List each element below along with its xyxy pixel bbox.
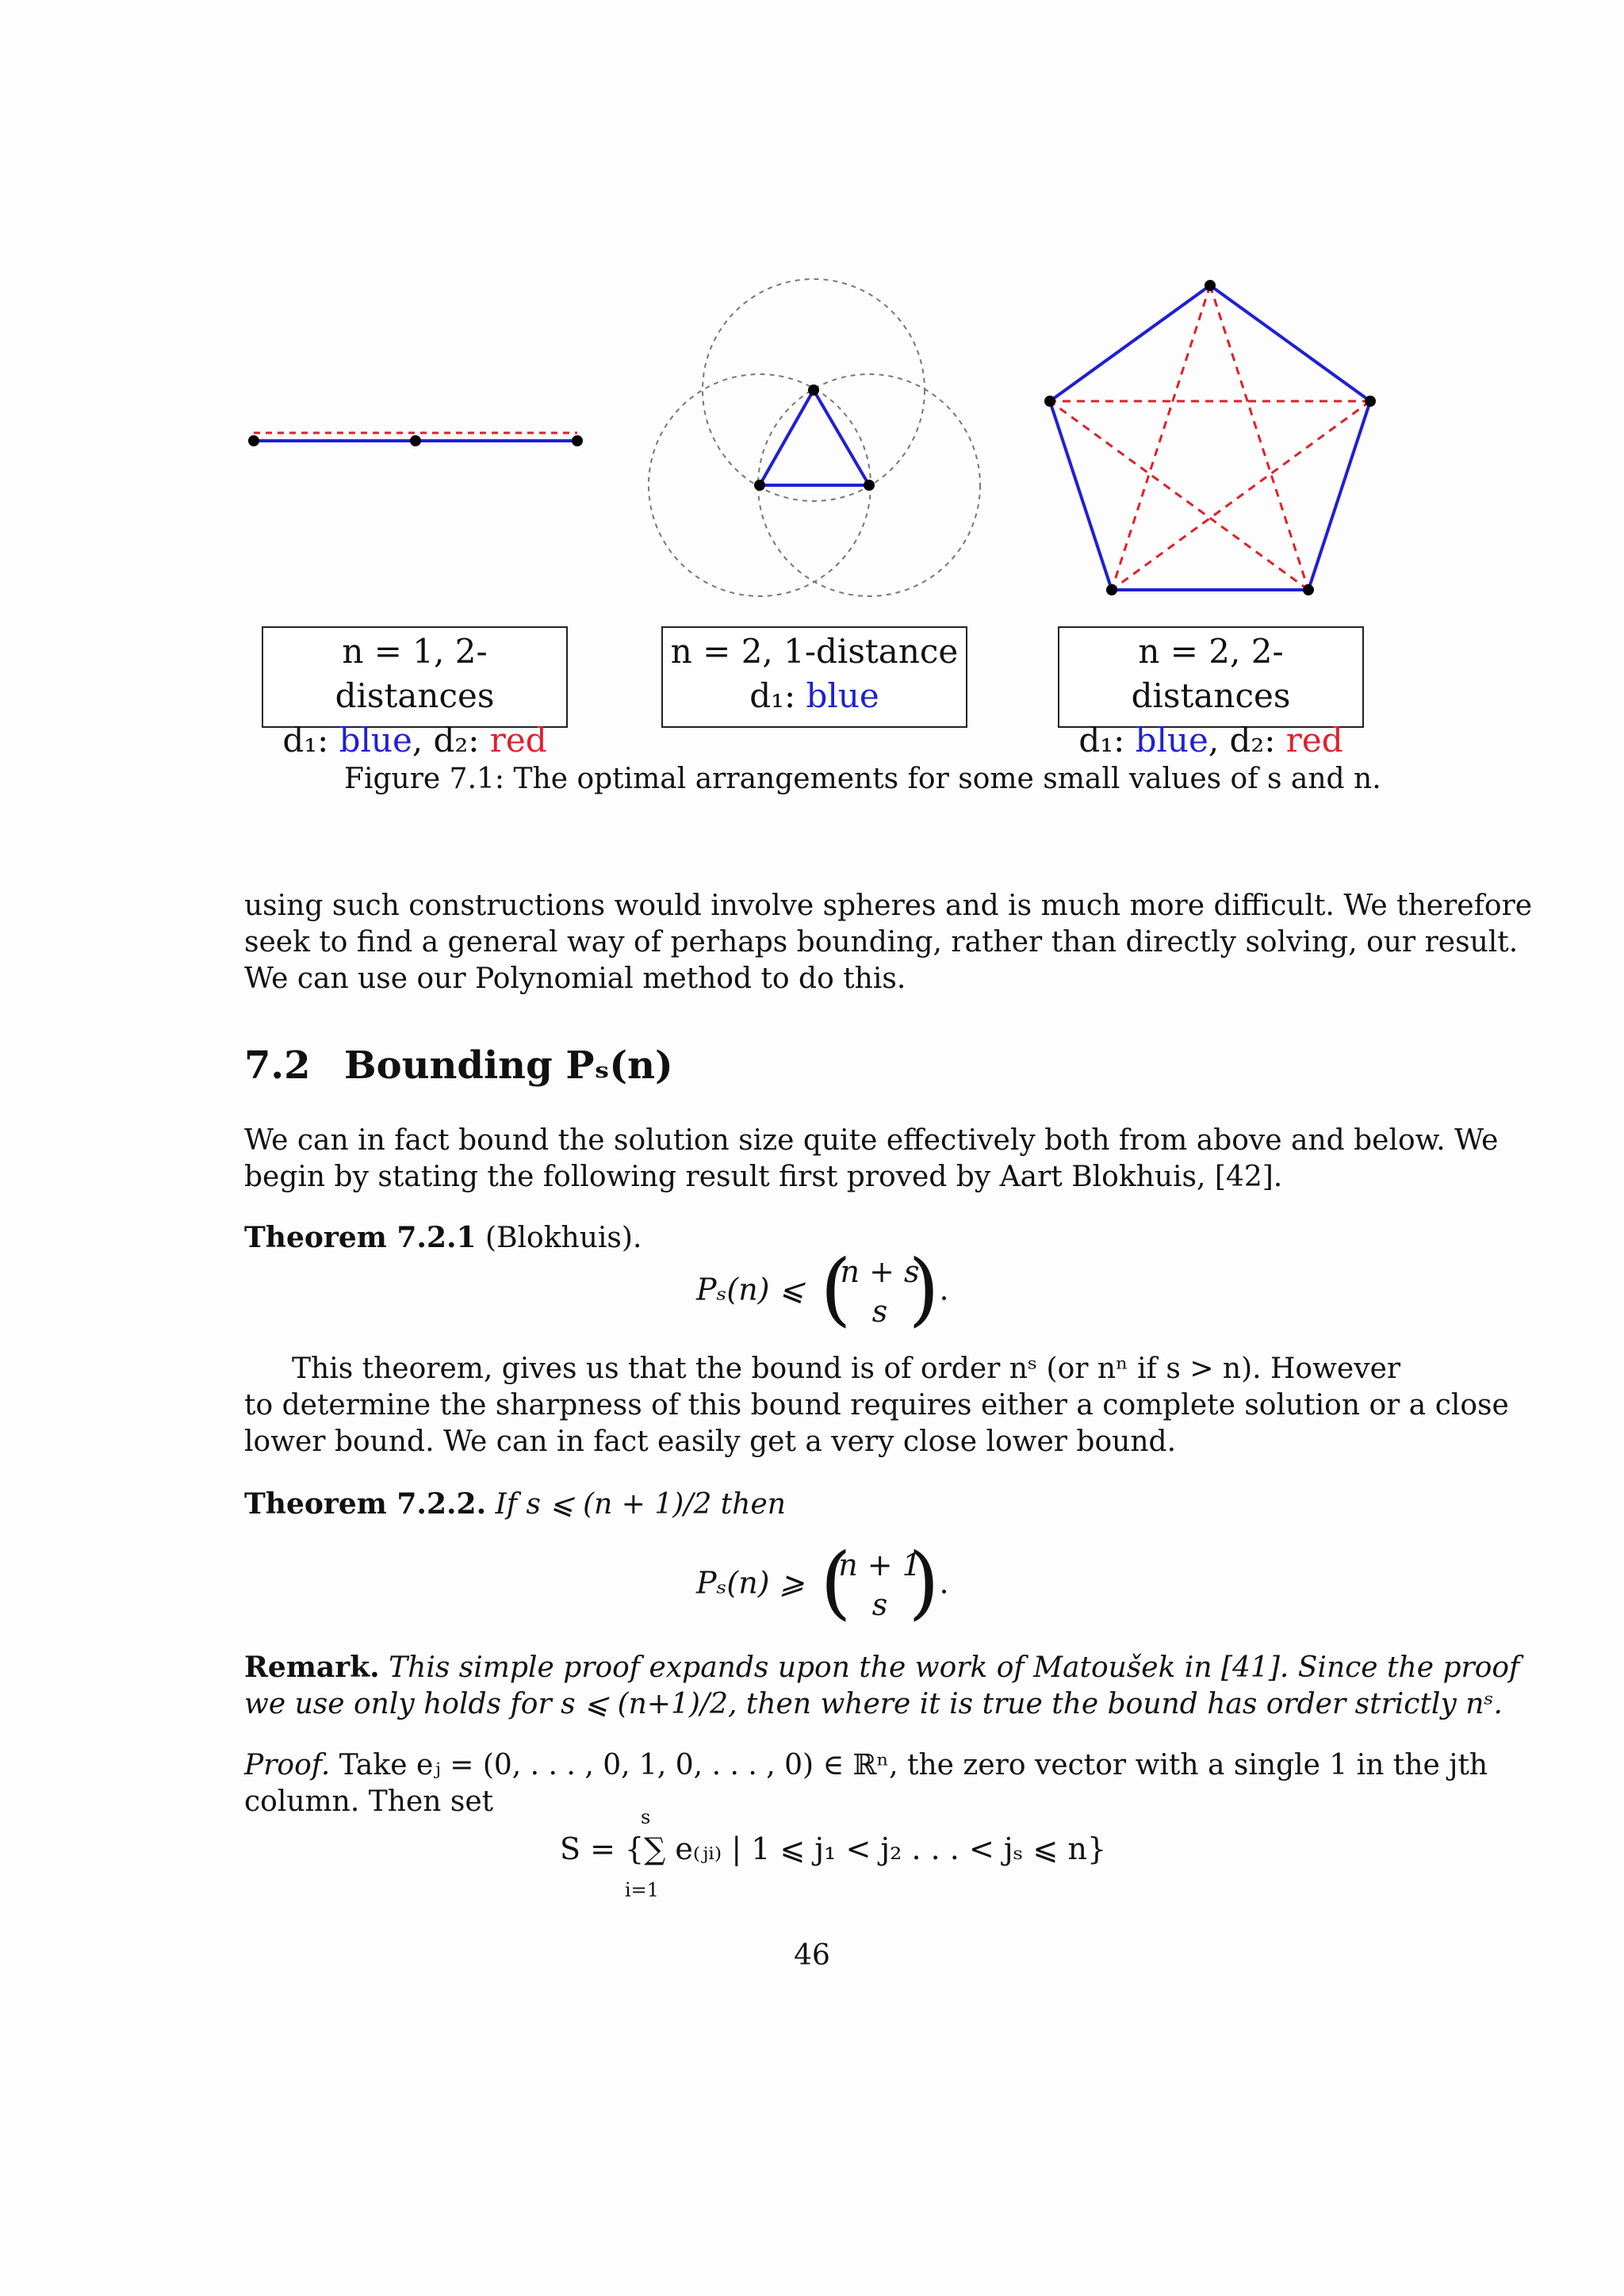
panel3-d2-diagonal-1 bbox=[1210, 285, 1308, 590]
set-definition-equation: S = {∑ e₍ⱼᵢ₎ | 1 ⩽ j₁ < j₂ . . . < jₛ ⩽ n} bbox=[560, 1831, 1107, 1866]
sum-upper-limit: s bbox=[641, 1806, 651, 1828]
panel3-d1-side-4 bbox=[1050, 401, 1112, 590]
panel3-pentagon-arrangement bbox=[1044, 280, 1376, 595]
paragraph-bound-intro: We can in fact bound the solution size quite effectively both from above and below. We begin by stating the following result first proved by Aart Blokhuis, [42]. bbox=[244, 1124, 1499, 1193]
proof: Proof. Take eⱼ = (0, . . . , 0, 1, 0, . . . , 0) ∈ ℝⁿ, the zero vector with a single 1 in the jth column. Then set bbox=[244, 1749, 1488, 1818]
panel2-caption-box bbox=[661, 626, 967, 728]
sum-lower-limit: i=1 bbox=[625, 1879, 660, 1901]
section-heading bbox=[244, 1043, 673, 1088]
panel2-point-3 bbox=[864, 480, 875, 491]
figure-caption: Figure 7.1: The optimal arrangements for some small values of s and n. bbox=[344, 763, 1381, 795]
panel2-caption-line2: d₁: blue bbox=[749, 676, 879, 715]
panel3-d1-side-2 bbox=[1308, 401, 1370, 590]
panel3-caption-line2: d₁: blue, d₂: red bbox=[1078, 721, 1343, 760]
panel1-point-1 bbox=[248, 435, 259, 446]
panel3-d1-side-1 bbox=[1210, 285, 1370, 401]
panel3-caption-box bbox=[1058, 626, 1364, 760]
panel2-d1-edge-1 bbox=[760, 390, 814, 485]
panel2-point-2 bbox=[754, 480, 765, 491]
theorem-7-2-2 bbox=[244, 1487, 786, 1521]
binomial-n-plus-1: ( n + 1 s ) bbox=[820, 1536, 940, 1628]
panel3-d1-side-5 bbox=[1050, 285, 1210, 401]
panel1-caption-box bbox=[262, 626, 568, 760]
theorem-7-2-1-equation: Pₛ(n) ⩽ ( n + s s ) . bbox=[696, 1242, 949, 1335]
panel3-point-3 bbox=[1303, 584, 1314, 595]
theorem-attribution: (Blokhuis). bbox=[476, 1222, 642, 1254]
paragraph-order: This theorem, gives us that the bound is of order nˢ (or nⁿ if s > n). However to determine the sharpness of this bound requires either a complete solution or a close lower bound. We can in fact easily get a very close lower bound. bbox=[244, 1353, 1509, 1458]
panel2-caption-line1: n = 2, 1-distance bbox=[670, 632, 959, 671]
panel3-point-4 bbox=[1106, 584, 1117, 595]
section-number: 7.2 bbox=[244, 1043, 311, 1088]
panel3-d2-diagonal-3 bbox=[1112, 401, 1370, 590]
remark: Remark. This simple proof expands upon the work of Matoušek in [41]. Since the proof we use only holds for s ⩽ (n+1)/2, then where it is true the bound has order strictly nˢ. bbox=[244, 1651, 1520, 1720]
panel2-triangle-arrangement bbox=[649, 279, 980, 596]
panel3-point-1 bbox=[1205, 280, 1216, 291]
paragraph-constructions: using such constructions would involve spheres and is much more difficult. We therefore seek to find a general way of perhaps bounding, rather than directly solving, our result. We can use our Polynomial method to do this. bbox=[244, 890, 1533, 995]
panel1-caption-line1: n = 1, 2-distances bbox=[335, 632, 495, 715]
theorem-7-2-2-equation: Pₛ(n) ⩾ ( n + 1 s ) . bbox=[696, 1536, 949, 1628]
page-number: 46 bbox=[794, 1939, 830, 1972]
panel1-point-3 bbox=[572, 435, 583, 446]
theorem-label: Theorem 7.2.2. bbox=[244, 1487, 487, 1521]
panel1-point-2 bbox=[410, 435, 421, 446]
panel2-point-1 bbox=[808, 385, 819, 396]
theorem-statement: If s ⩽ (n + 1)/2 then bbox=[486, 1488, 786, 1521]
binomial-n-plus-s: ( n + s s ) bbox=[820, 1242, 940, 1335]
panel3-d2-diagonal-2 bbox=[1112, 285, 1210, 590]
panel3-caption-line1: n = 2, 2-distances bbox=[1131, 632, 1291, 715]
section-title: Bounding Pₛ(n) bbox=[344, 1043, 673, 1088]
theorem-label: Theorem 7.2.1 bbox=[244, 1221, 477, 1254]
panel3-point-2 bbox=[1365, 396, 1376, 407]
panel3-point-5 bbox=[1044, 396, 1055, 407]
panel1-caption-line2: d₁: blue, d₂: red bbox=[282, 721, 547, 760]
panel1-line-arrangement bbox=[248, 433, 583, 446]
theorem-7-2-1 bbox=[244, 1221, 642, 1254]
panel3-d2-diagonal-5 bbox=[1050, 401, 1308, 590]
